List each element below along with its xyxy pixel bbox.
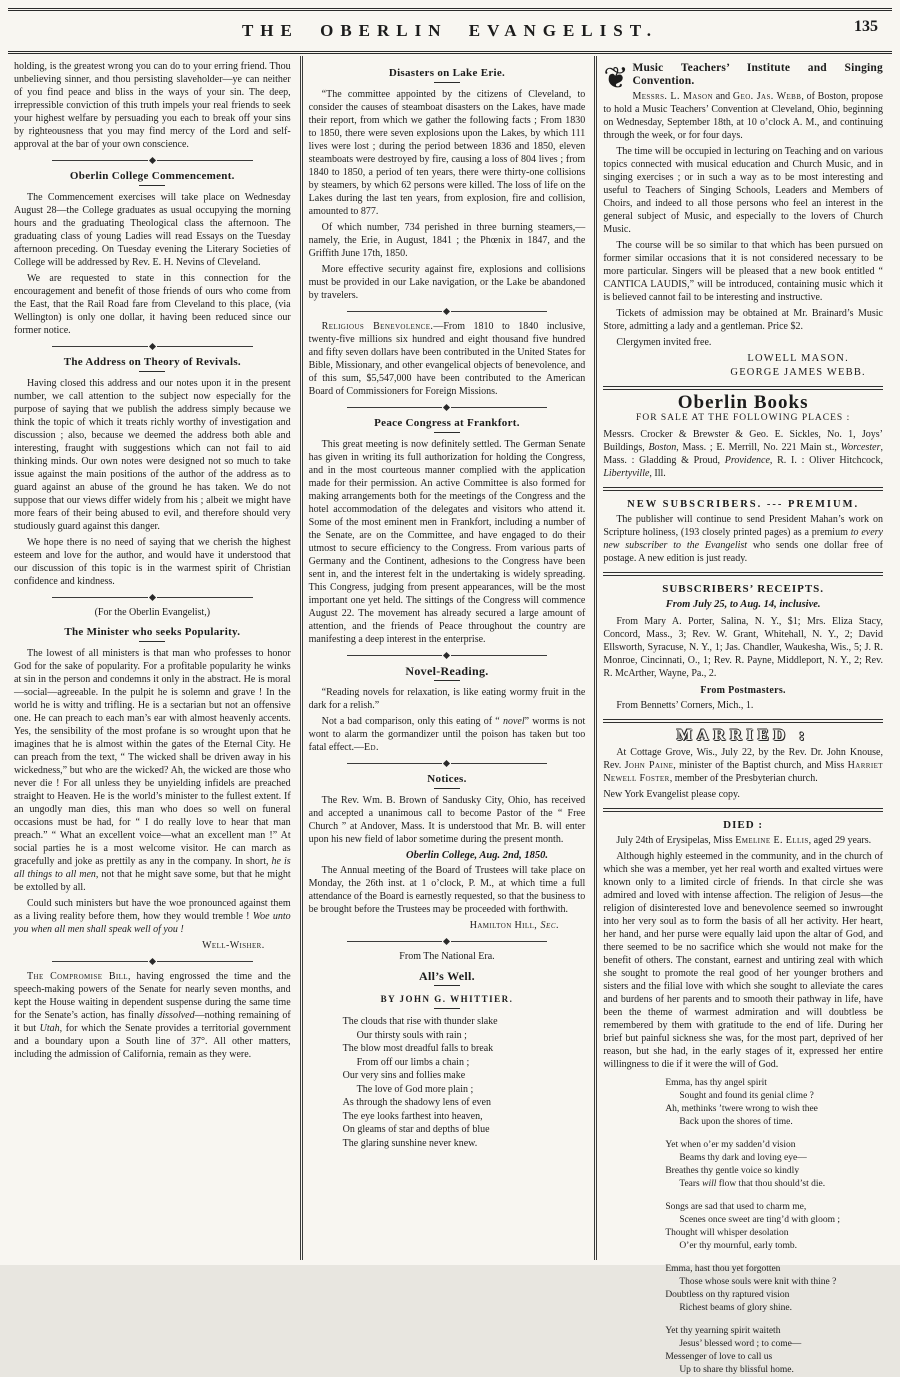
section-divider bbox=[347, 761, 548, 766]
dateline: Oberlin College, Aug. 2nd, 1850. bbox=[406, 850, 548, 861]
diamond-ornament-icon bbox=[443, 760, 450, 767]
section-subheading: FOR SALE AT THE FOLLOWING PLACES : bbox=[636, 413, 851, 423]
poem-line: From off our limbs a chain ; bbox=[356, 1056, 470, 1068]
text-run-i: Sec. bbox=[540, 920, 560, 931]
paragraph: More effective security against fire, explosions and collisions must be provided in our Lake navigation, or the Lake be abandoned by travelers. bbox=[308, 264, 586, 301]
stanza-gap bbox=[665, 1253, 883, 1263]
text-run-sc: Well-Wisher. bbox=[202, 940, 265, 951]
poem-line: Tears will flow that thou should’st die. bbox=[679, 1179, 826, 1189]
poem-line: Scenes once sweet are ting’d with gloom ; bbox=[679, 1215, 840, 1225]
article-heading: Oberlin Books bbox=[677, 392, 809, 413]
poem-line: As through the shadowy lens of even bbox=[342, 1097, 491, 1108]
column-1 bbox=[8, 56, 303, 1260]
article-heading: The Minister who seeks Popularity. bbox=[64, 626, 241, 638]
article-heading: From Postmasters. bbox=[700, 685, 786, 696]
section-divider bbox=[347, 653, 548, 658]
stanza-gap bbox=[665, 1315, 883, 1325]
poem-line: On gleams of star and depths of blue bbox=[342, 1124, 490, 1135]
double-rule bbox=[603, 808, 883, 812]
text-run-i: Boston bbox=[648, 442, 677, 453]
masthead bbox=[8, 8, 892, 54]
poem bbox=[343, 1015, 586, 1150]
poem-line: Yet thy yearning spirit waiteth bbox=[665, 1326, 781, 1336]
poem-line: The clouds that rise with thunder slake bbox=[342, 1016, 498, 1027]
article-heading: Disasters on Lake Erie. bbox=[388, 67, 506, 79]
poem-line: O’er thy mournful, early tomb. bbox=[679, 1241, 797, 1251]
paragraph: July 24th of Erysipelas, Miss Emeline E. Ellis, aged 29 years. bbox=[616, 835, 872, 846]
article-heading: SUBSCRIBERS’ RECEIPTS. bbox=[662, 583, 825, 595]
text-run-sc: Geo. Jas. Webb bbox=[732, 91, 802, 102]
heading-rule bbox=[434, 985, 460, 986]
text-run-sc: The Compromise Bill bbox=[27, 971, 128, 982]
article-heading: Music Teachers’ Institute and Singing Convention. bbox=[632, 62, 883, 87]
section-divider bbox=[347, 405, 548, 410]
double-rule bbox=[603, 386, 883, 390]
double-rule bbox=[603, 719, 883, 723]
text-run-i: Worcester bbox=[840, 442, 881, 453]
poem-line: Our thirsty souls with rain ; bbox=[356, 1029, 467, 1041]
diamond-ornament-icon bbox=[149, 594, 156, 601]
ornate-heading: MARRIED : bbox=[676, 727, 810, 744]
diamond-ornament-icon bbox=[149, 157, 156, 164]
heading-rule bbox=[434, 82, 460, 83]
article-heading: BY JOHN G. WHITTIER. bbox=[380, 994, 514, 1004]
poem-line: Songs are sad that used to charm me, bbox=[665, 1202, 807, 1212]
section-subheading: (For the Oberlin Evangelist,) bbox=[94, 607, 211, 618]
poem-line: Yet when o’er my sadden’d vision bbox=[665, 1140, 796, 1150]
newspaper-title: THE OBERLIN EVANGELIST. bbox=[241, 21, 659, 40]
poem-line: Breathes thy gentle voice so kindly bbox=[665, 1166, 800, 1176]
paragraph: The time will be occupied in lecturing on Teaching and on various topics connected with musical education and Church Music, and in singing exercises ; or in such a way as to be most interesting and useful to Teachers of Singing Schools, Leaders and Members of Choirs, and indeed to all those persons who feel an interest in the general subject of Music, and especially to the lovers of Church Music. bbox=[603, 146, 883, 235]
text-run-i: Utah bbox=[39, 1023, 60, 1034]
paragraph: Although highly esteemed in the community, and in the church of which she was a member, yet her real worth and exalted virtues were known only to a limited circle of friends. In that circle she was admired and loved with intense affection. The religion of Jesus—the religion of disinterested love and benevolence seemed so inwrought into her very soul as to form the basis of all her activity. Her heart, her hand, and her purse were equally laid upon the altar of God, and there seemed to be no sacrifice which she would not make for the benefit of others. The constant, earnest and untiring zeal with which she sought to promote the real good of her younger brothers and sisters and the filial love with which she sought to alleviate the cares and burdens of her parents and to smooth their pathway in life, have been the theme of warmest admiration and will doubtless be remembered by them with gratitude to the end of life. During her brief but painful sickness she was, for the most part, deprived of her reason, but she had, in the early stages of it, expressed her entire willingness to die if it were the will of God. bbox=[603, 851, 883, 1070]
text-run-i: Providence bbox=[724, 455, 770, 466]
paragraph: “The committee appointed by the citizens of Cleveland, to consider the causes of steamboat disasters on the Lakes, have made their report, from which we gather the following facts ; From 1830 to 1850, there were seven explosions upon the Lakes, by which 111 lives were lost ; during the period between 1836 and 1850, eleven steamboats were destroyed by fire, causing a loss of 804 lives ; from 1840 to 1850, a period of ten years, there were thirty-one collisions by steamers, by which 62 persons were killed. The loss of life on the Lakes during the last ten years, from explosion, fire and collision, amounted to 877. bbox=[308, 89, 586, 217]
poem-line: The love of God more plain ; bbox=[356, 1083, 474, 1095]
poem-line: Emma, has thy angel spirit bbox=[665, 1078, 767, 1088]
paragraph: Could such ministers but have the woe pronounced against them as a living reality before them, how they would tremble ! Woe unto you when all men shall speak well of you ! bbox=[14, 898, 291, 935]
column-2 bbox=[303, 56, 598, 1260]
paragraph: This great meeting is now definitely settled. The German Senate has given in writing its full authorization for holding the Congress, and in the most courteous manner complied with the application made for their permission. An active Committee is also formed for making arrangements both for the meetings of the Congress and the hotel accommodation of the delegates and visitors who attend it. Some of the most eminent men in Frankfort, including a number of the Senate, are on the Committee, and have engaged to do their utmost to secure efficiency to the Congress. From various parts of Germany and the Continent, adhesions to the Congress have been sent in, and the interest felt in the undertaking is widely spreading. This Congress, judging from present appearances, will be the most important one yet held. The sittings of the Congress will commence August 22. The movement has already secured a large amount of attention, and the friends of Peace throughout the country are manifesting a deep interest in the enterprise. bbox=[308, 439, 586, 645]
poem-line: Beams thy dark and loving eye— bbox=[679, 1153, 807, 1163]
section-divider bbox=[52, 158, 253, 163]
article-heading: Notices. bbox=[427, 773, 467, 785]
paragraph: At Cottage Grove, Wis., July 22, by the Rev. Dr. John Knouse, Rev. John Paine, minister of the Baptist church, and Miss Harriet Newell Foster, member of the Presbyterian church. bbox=[603, 747, 883, 784]
poem-line: Sought and found its genial clime ? bbox=[679, 1091, 814, 1101]
section-divider bbox=[52, 595, 253, 600]
heading-rule bbox=[434, 788, 460, 789]
article-heading: Novel-Reading. bbox=[405, 664, 489, 678]
poem-line: Richest beams of glory shine. bbox=[679, 1303, 792, 1313]
poem-line: Emma, hast thou yet forgotten bbox=[665, 1264, 781, 1274]
paragraph: Of which number, 734 perished in three burning steamers,—namely, the Erie, in August, 1841 ; the Phœnix in 1847, and the Griffith June 17th, 1850. bbox=[308, 222, 586, 259]
paragraph: New York Evangelist please copy. bbox=[603, 789, 740, 800]
paragraph: From Bennetts’ Corners, Mich., 1. bbox=[616, 700, 754, 711]
paragraph: Religious Benevolence.—From 1810 to 1840 inclusive, twenty-five millions six hundred and eight thousand five hundred and fifty seven dollars have been contributed in the United States for Bible, Missionary, and other evangelical objects of benevolence, and of this sum, $5,547,000 have been contributed to the American Board of Commissioners for Foreign Missions. bbox=[308, 321, 586, 397]
stanza-gap bbox=[665, 1129, 883, 1139]
diamond-ornament-icon bbox=[443, 308, 450, 315]
poem-line: Ah, methinks ’twere wrong to wish thee bbox=[665, 1104, 818, 1114]
poem-line: Our very sins and follies make bbox=[342, 1070, 466, 1081]
article-heading: DIED : bbox=[723, 819, 764, 831]
diamond-ornament-icon bbox=[149, 343, 156, 350]
diamond-ornament-icon bbox=[443, 652, 450, 659]
paragraph: holding, is the greatest wrong you can do to your erring friend. Thou unbelieving sinner, and thou persisting slaveholder—ye can neither of you find peace and bliss in the ways of your sin. The deep, irrepressible conviction of this truth impels your real friends to seek your highest welfare by persuading you each to break off your sins by righteousness that you may find mercy of the Lord and self-approval at the bar of your own conscience. bbox=[14, 61, 291, 150]
heading-rule bbox=[434, 1008, 460, 1009]
text-run-i: to every new subscriber to the Evangelist bbox=[603, 527, 883, 551]
paragraph: Having closed this address and our notes upon it in the present number, we call attention to the subject now especially for the purpose of saying that we publish the address simply because we think the topic of which it treats richly worthy of investigation and discussion ; also, because we deemed the address both able and interesting, fraught with suggestions which can not fail to aid thinking minds. Our own notes were designed not so much to take issue against the main positions of the author of the address as to guard against an abuse of the ground he has taken. We do not suppose that our views differ widely from his ; albeit we might have more fears of their being abused to evil, and therefore should very studiously guard against this danger. bbox=[14, 378, 291, 532]
text-run-sc: Harriet Newell Foster bbox=[603, 760, 883, 784]
poem-line: Thought will whisper desolation bbox=[665, 1228, 789, 1238]
text-run-i: novel bbox=[502, 716, 525, 727]
paragraph: The Rev. Wm. B. Brown of Sandusky City, Ohio, has received and accepted a unanimous call to become Pastor of the “ Free Church ” at Andover, Mass. It is understood that Mr. B. will enter upon his new field of labor sometime during the present month. bbox=[308, 795, 586, 845]
paragraph: Tickets of admission may be obtained at Mr. Brainard’s Music Store, admitting a lady and a gentleman. Price $2. bbox=[603, 308, 883, 332]
article-heading: Oberlin College Commencement. bbox=[69, 170, 235, 182]
text-run-sc: Hamilton Hill bbox=[469, 920, 535, 931]
attribution-name: LOWELL MASON. bbox=[747, 353, 849, 364]
section-divider bbox=[347, 309, 548, 314]
signature-line bbox=[14, 939, 291, 952]
section-divider bbox=[347, 939, 548, 944]
text-run-sc: Ed. bbox=[364, 742, 379, 753]
paragraph: “Reading novels for relaxation, is like eating wormy fruit in the dark for a relish.” bbox=[308, 687, 586, 711]
section-subheading: From The National Era. bbox=[399, 951, 495, 962]
poem-line: Messenger of love to call us bbox=[665, 1352, 773, 1362]
section-subheading: From July 25, to Aug. 14, inclusive. bbox=[665, 599, 821, 610]
diamond-ornament-icon bbox=[443, 938, 450, 945]
heading-rule bbox=[434, 680, 460, 681]
columns-container bbox=[8, 56, 892, 1375]
poem-line: The blow most dreadful falls to break bbox=[342, 1043, 494, 1054]
section-divider bbox=[52, 344, 253, 349]
paragraph: The Compromise Bill, having engrossed the time and the speech-making powers of the Senate for nearly seven months, and kept the House waiting in dependent suspense during the same time for the Senate’s action, has finally dissolved—nothing remaining of it but Utah, for which the Senate provides a territorial government and a boundary upon a South line of 37°. All other matters, including the admission of California, remain as they were. bbox=[14, 971, 291, 1060]
section-divider bbox=[52, 959, 253, 964]
paragraph: Messrs. L. Mason and Geo. Jas. Webb, of Boston, propose to hold a Music Teachers’ Convention at Cleveland, Ohio, beginning on Wednesday, September 18th, at 10 o’clock A. M., and continuing through the week, or for four days. bbox=[603, 91, 883, 141]
poem-line: The glaring sunshine never knew. bbox=[342, 1137, 478, 1149]
poem-line: Those whose souls were knit with thine ? bbox=[679, 1277, 837, 1287]
paragraph: Messrs. Crocker & Brewster & Geo. E. Sickles, No. 1, Joys’ Buildings, Boston, Mass. ; E. Merrill, No. 221 Main st., Worcester, Mass. : Gladding & Proud, Providence, R. I. : Oliver Hitchcock, Libertyville, Ill. bbox=[603, 429, 883, 479]
paragraph: Clergymen invited free. bbox=[616, 337, 712, 348]
printer-ornament-icon: ❦ bbox=[603, 62, 629, 95]
paragraph: The course will be so similar to that which has been pursued on former similar occasions that it is not considered necessary to be more particular. Singers will be pleased that a new book entitled “ CANTICA LAUDIS,” will be introduced, containing music which it is believed cannot fail to be interesting and instructive. bbox=[603, 240, 883, 303]
diamond-ornament-icon bbox=[443, 404, 450, 411]
text-run-i: he is all things to all men bbox=[14, 856, 291, 880]
text-run-i: Woe unto you when all men shall speak well of you ! bbox=[14, 911, 291, 935]
article-heading: The Address on Theory of Revivals. bbox=[63, 356, 241, 368]
double-rule bbox=[603, 487, 883, 491]
text-run-i: Libertyville bbox=[603, 468, 650, 479]
ornament-heading bbox=[603, 62, 883, 95]
poem-line: Up to share thy blissful home. bbox=[679, 1365, 794, 1375]
text-run-i: dissolved bbox=[157, 1010, 195, 1021]
article-heading: Peace Congress at Frankfort. bbox=[374, 417, 520, 429]
article-heading: All’s Well. bbox=[418, 969, 475, 983]
text-run-i: will bbox=[702, 1179, 717, 1189]
paragraph: We are requested to state in this connection for the encouragement and benefit of those friends of ours who come from the East, that the Rail Road fare from Cleveland to this place, (via Wellington) is only one dollar, it having been reduced since our former notice. bbox=[14, 273, 291, 336]
heading-rule bbox=[139, 371, 165, 372]
diamond-ornament-icon bbox=[149, 958, 156, 965]
poem-line: Jesus’ blessed word ; to come— bbox=[679, 1339, 802, 1349]
heading-rule bbox=[139, 641, 165, 642]
paragraph: The lowest of all ministers is that man who professes to honor God for the sake of popularity. For a profitable popularity he winks at sin in the person and condemns it only in the abstract. He is moral—social—agreeable. In the pulpit he is solemn and grave ! In the world he is witty and trifling. He is a sectarian but not an offensive one. He can preach to each man’s ear with almost heavenly accents. Yes, the sensibility of the most profane is so wrought upon that he imagines that he is almost within the gates of the Eternal City. He can preach from the text, “ The wicked shall be driven away in his wickedness,” but who are the wicked? Ah, the wicked are those who never die ! For all unless they be unyielding infidels are preached straight to Heaven. He is the world’s minister to the fullest extent. If an ungodly man dies, this man who does so well on funeral occasions must be had, for “ I do really love to hear that man preach.” “ What an excellent voice—what an excellent man !” At social parties he is a most welcome visitor. He can march as gracefully and joke as prettily as any in the company. In short, he is all things to all men, not that he might save some, but that he might be extolled by all. bbox=[14, 648, 291, 893]
poem-line: Doubtless on thy raptured vision bbox=[665, 1290, 790, 1300]
text-run-sc: Religious Benevolence. bbox=[321, 321, 434, 332]
poem bbox=[665, 1077, 883, 1377]
page-number: 135 bbox=[854, 18, 878, 35]
paragraph: Not a bad comparison, only this eating of “ novel” worms is not wont to alarm the gormandizer until the poison has taken but too fatal effect.—Ed. bbox=[308, 716, 586, 753]
attribution-name: GEORGE JAMES WEBB. bbox=[730, 367, 866, 378]
paragraph: The publisher will continue to send President Mahan’s work on Scripture holiness, (193 closely printed pages) as a premium to every new subscriber to the Evangelist who sends one dollar free of postage. A new edition is just ready. bbox=[603, 514, 883, 564]
poem-line: The eye looks farthest into heaven, bbox=[342, 1110, 483, 1122]
text-run-sc: Messrs. L. Mason bbox=[632, 91, 713, 102]
paragraph: We hope there is no need of saying that we cherish the highest esteem and love for the author, and would have it understood that our discussion of this topic is in the warmest spirit of Christian confidence and kindness. bbox=[14, 537, 291, 587]
paragraph: The Commencement exercises will take place on Wednesday August 28—the College graduates as usual occupying the morning hours and the graduating Theological class the afternoon. The graduating class of young Ladies will read Essays on the Tuesday afternoon preceding. On Tuesday evening the Literary Societies of College will be addressed by Rev. E. H. Nevins of Cleveland. bbox=[14, 192, 291, 268]
heading-rule bbox=[139, 185, 165, 186]
poem-line: Back upon the shores of time. bbox=[679, 1117, 793, 1127]
signature-line: Hamilton Hill, Sec. bbox=[469, 920, 560, 931]
article-heading: NEW SUBSCRIBERS. --- PREMIUM. bbox=[627, 499, 860, 510]
paragraph: The Annual meeting of the Board of Trustees will take place on Monday, the 26th inst. at 1 o’clock, P. M., at which time a full attendance of the Board is earnestly requested, so that the business to be brought before the Trustees may be proceeded with forthwith. bbox=[308, 865, 586, 915]
heading-rule bbox=[434, 432, 460, 433]
stanza-gap bbox=[665, 1191, 883, 1201]
double-rule bbox=[603, 572, 883, 576]
column-3 bbox=[597, 56, 892, 1375]
paragraph: From Mary A. Porter, Salina, N. Y., $1; Mrs. Eliza Stacy, Concord, Mass., 3; Rev. W. Grant, Whitehall, N. Y., 2; David Ellsworth, Syracuse, N. Y., 1; Jas. Chandler, Waukesha, Wis., 5; J. R. Monroe, Cincinnati, O., 1; Rev. R. Payne, Middleport, N. Y., 2; Rev. R. McArther, Wayne, Pa., 2. bbox=[603, 616, 883, 679]
text-run-sc: Emeline E. Ellis bbox=[735, 835, 809, 846]
text-run-sc: John Paine bbox=[624, 760, 674, 771]
